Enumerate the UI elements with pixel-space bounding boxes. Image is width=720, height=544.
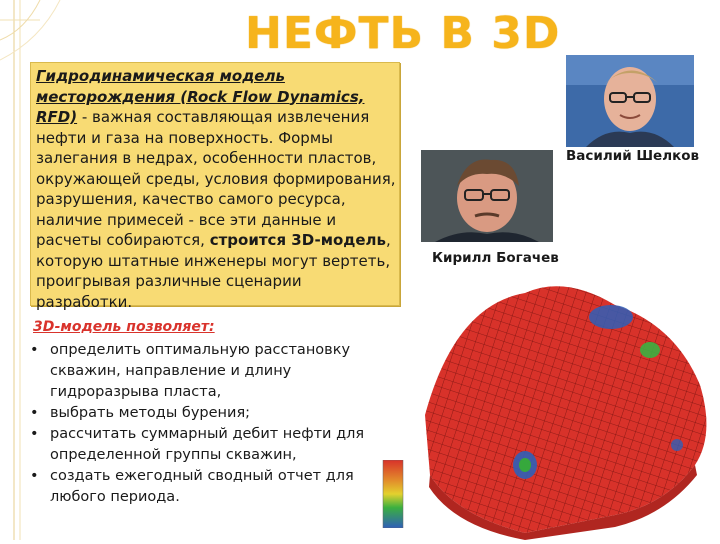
caption-person-2: Кирилл Богачев bbox=[432, 250, 559, 266]
list-item: • выбрать методы бурения; bbox=[28, 403, 378, 424]
note-ending: , которую штатные инженеры могут вертеть, проигрывая различные сценарии разработки. bbox=[36, 231, 391, 311]
note-body: - важная составляющая извлечения нефти и газа на поверхность. Формы залегания в недрах, особенности пластов, окружающей среды, условия формирования, разрушения, качество самого ресурса, наличие примесей - все эти данные и расчеты собираются, bbox=[36, 108, 396, 249]
portrait-photo-1 bbox=[566, 55, 694, 147]
bullet-icon: • bbox=[30, 426, 39, 442]
note-heading: Гидродинамическая модель месторождения (Rock Flow Dynamics, RFD) bbox=[36, 67, 365, 126]
bullet-icon: • bbox=[30, 342, 39, 358]
bullet-icon: • bbox=[30, 405, 39, 421]
portrait-photo-2 bbox=[421, 150, 553, 242]
reservoir-3d-model-image bbox=[415, 265, 715, 540]
caption-person-1: Василий Шелков bbox=[566, 148, 700, 164]
color-scale-bar bbox=[381, 460, 405, 528]
list-item: • рассчитать суммарный дебит нефти для определенной группы скважин, bbox=[30, 426, 365, 463]
note-emphasis: строится 3D-модель bbox=[209, 231, 387, 249]
list-item: • создать ежегодный сводный отчет для любого периода. bbox=[30, 468, 354, 505]
bullet-icon: • bbox=[30, 468, 39, 484]
note-text bbox=[36, 66, 396, 312]
model-heading: 3D-модель позволяет: bbox=[33, 319, 215, 335]
bullet-list bbox=[28, 340, 378, 508]
list-item: • определить оптимальную расстановку скважин, направление и длину гидроразрыва пласта, bbox=[30, 342, 351, 400]
slide-title: НЕФТЬ В 3D bbox=[245, 8, 561, 59]
